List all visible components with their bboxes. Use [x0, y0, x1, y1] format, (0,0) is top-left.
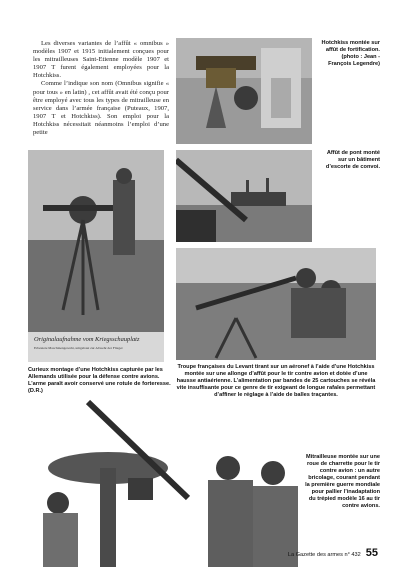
- paragraph-2: Comme l’indique son nom (Omnibus signifie « pour tous » en latin) , cet affût avait été conçu pour être employé avec tous les types de mitrailleuse en service dans l’armée française (Puteaux, 1907, 1907 T et Hotchkiss). Son emploi pour la Hotchkiss nécessitait néanmoins l’emploi d’une petite: [33, 80, 169, 137]
- photo-levant-troops: [176, 248, 376, 360]
- photo-wheel-mount: [28, 398, 308, 567]
- page-number: 55: [365, 547, 378, 559]
- caption-convoy: Affût de pont monté sur un bâtiment d’escorte de convoi.: [325, 150, 380, 170]
- magazine-name: La Gazette des armes n° 432: [287, 552, 361, 558]
- caption-wheel: Mitrailleuse montée sur une roue de charrette pour le tir contre avion : un autre bricolage, courant pendant la première guerre mondiale pour pallier l’inadaptation du trépied modèle 16 au tir contre avions.: [305, 454, 380, 509]
- article-body: [33, 40, 169, 137]
- photo-captured-aa-gun: [28, 150, 164, 362]
- postcard-title: Originalaufnahme vom Kriegsschauplatz: [34, 336, 140, 343]
- caption-captured-gun: Curieux montage d’une Hotchkiss capturée par les Allemands utilisée pour la défense contre avions. L’arme paraît avoir conservé une rotule de forteresse. (D.R.): [28, 367, 171, 394]
- caption-levant: Troupe françaises du Levant tirant sur un aéronef à l’aide d’une Hotchkiss montée sur une allonge d’affût pour le tir contre avion et dotée d’une hausse antiaérienne. L’alimentation par bandes de 25 cartouches se révéla vite insuffisante pour ce genre de tir exigeant de longue rafales permettant d’affiner le réglage à l’aide de balles traçantes.: [176, 364, 376, 398]
- paragraph-1: Les diverses variantes de l’affût « omnibus » modèles 1907 et 1915 initialement conçues pour les mitrailleuses Saint-Etienne modèle 1907 et 1907 T furent également employées pour la Hotchkiss.: [33, 40, 169, 80]
- page-footer: [288, 547, 378, 559]
- postcard-subtitle: Erbeutete Maschinengewehr, umgebaut zur Abwehr der Flieger: [34, 346, 123, 350]
- photo-fortification-mount: [176, 38, 312, 144]
- caption-fortification: Hotchkiss montée sur affût de fortification. (photo : Jean - François Legendre): [321, 40, 380, 67]
- photo-convoy-ship: [176, 150, 312, 242]
